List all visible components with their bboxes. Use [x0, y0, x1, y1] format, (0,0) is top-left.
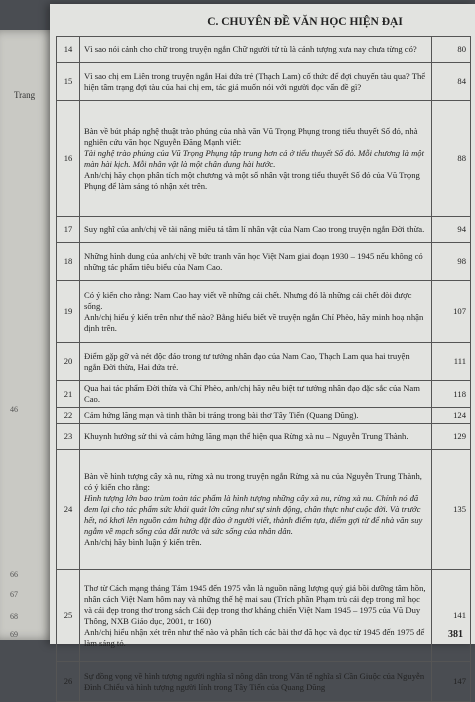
row-paragraph: Hình tượng lớn bao trùm toàn tác phẩm là hình tượng những cây xà nu, rừng xà nu. Chính nó đã đem lại cho tác phẩm sức khái quát lớn cũng như sự sinh động, chân thực như cuộc đời. Và trước hết, nó khơi lên nguồn cảm hứng đặt đào ở người viết, thành điểm tựa, điểm gợi từ để nhà văn suy ngẫm về mạch sống của đất nước và sức sống của nhân dân. — [84, 493, 423, 536]
row-paragraph: Anh/chị hãy bình luận ý kiến trên. — [84, 537, 202, 547]
table-row — [57, 281, 471, 343]
row-number: 18 — [57, 243, 80, 281]
row-content — [80, 101, 432, 217]
row-content — [80, 450, 432, 570]
left-page-number: 66 — [10, 570, 18, 579]
row-page-number: 124 — [432, 408, 471, 424]
row-number: 14 — [57, 37, 80, 63]
row-page-number: 141 — [432, 570, 471, 662]
row-number: 16 — [57, 101, 80, 217]
row-number: 22 — [57, 408, 80, 424]
table-row — [57, 450, 471, 570]
row-content — [80, 343, 432, 381]
row-paragraph: Qua hai tác phẩm Đời thừa và Chí Phèo, anh/chị hãy nêu biệt tư tưởng nhân đạo đặc sắc của Nam Cao. — [84, 383, 420, 404]
table-row — [57, 570, 471, 662]
row-number: 25 — [57, 570, 80, 662]
row-number: 20 — [57, 343, 80, 381]
row-paragraph: Thơ từ Cách mạng tháng Tám 1945 đến 1975 vẫn là nguồn năng lượng quý giá bồi dưỡng tâm hồn, nhân cách Việt Nam hôm nay và những thế hệ mai sau (Trích phần Phạm trù cái đẹp trong mĩ học và cái đẹp trong thơ trong sách Cái đẹp trong thơ kháng chiến Việt Nam 1945 – 1975 của Vũ Duy Thông, NXB Giáo dục, 2001, tr 160) — [84, 582, 426, 626]
table-row — [57, 217, 471, 243]
row-content — [80, 63, 432, 101]
table-row — [57, 662, 471, 702]
row-page-number: 129 — [432, 424, 471, 450]
row-page-number: 147 — [432, 662, 471, 702]
row-content — [80, 424, 432, 450]
row-paragraph: Tài nghệ trào phúng của Vũ Trọng Phụng tập trung hơn cả ở tiểu thuyết Số đỏ. Mỗi chương là một màn hài kịch. Mỗi nhân vật là một chân dung hài hước. — [84, 147, 424, 169]
row-paragraph: Vì sao chị em Liên trong truyện ngắn Hai đứa trẻ (Thạch Lam) cố thức để đợi chuyến tàu qua? Thể hiện tâm trạng đợi tàu của hai chị em, tác giả muốn nói với người đọc vấn đề gì? — [84, 70, 426, 92]
row-content — [80, 37, 432, 63]
row-number: 19 — [57, 281, 80, 343]
row-page-number: 84 — [432, 63, 471, 101]
row-paragraph: Bàn về bút pháp nghệ thuật trào phúng của nhà văn Vũ Trọng Phụng trong tiểu thuyết Số đỏ, nhà nghiên cứu văn học Nguyễn Đăng Mạnh viết: — [84, 125, 418, 147]
table-row — [57, 381, 471, 408]
table-row — [57, 424, 471, 450]
book-page — [50, 4, 475, 692]
row-number: 21 — [57, 381, 80, 408]
row-paragraph: Bàn về hình tượng cây xà nu, rừng xà nu trong truyện ngắn Rừng xà nu của Nguyễn Trung Thành, có ý kiến cho rằng: — [84, 471, 422, 492]
table-row — [57, 408, 471, 424]
page-number: 381 — [448, 629, 463, 640]
table-row — [57, 343, 471, 381]
row-content — [80, 243, 432, 281]
row-paragraph: Có ý kiến cho rằng: Nam Cao hay viết về những cái chết. Nhưng đó là những cái chết đòi được sống. — [84, 289, 412, 311]
section-header: C. CHUYÊN ĐỀ VĂN HỌC HIỆN ĐẠI — [207, 16, 403, 28]
row-paragraph: Khuynh hướng sử thi và cảm hứng lãng mạn thể hiện qua Rừng xà nu – Nguyễn Trung Thành. — [84, 431, 409, 441]
row-page-number: 80 — [432, 37, 471, 63]
row-paragraph: Điểm gặp gỡ và nét độc đáo trong tư tưởng nhân đạo của Nam Cao, Thạch Lam qua hai truyện ngắn Đời thừa, Hai đứa trẻ. — [84, 350, 410, 372]
row-paragraph: Những hình dung của anh/chị về bức tranh văn học Việt Nam giai đoạn 1930 – 1945 nếu không có những tác phẩm tiêu biểu của Nam Cao. — [84, 250, 423, 272]
row-page-number: 98 — [432, 243, 471, 281]
left-page-column-header: Trang — [14, 90, 36, 100]
row-content — [80, 662, 432, 702]
row-page-number: 88 — [432, 101, 471, 217]
row-paragraph: Vì sao nói cảnh cho chữ trong truyện ngắn Chữ người tử tù là cảnh tượng xưa nay chưa từng có? — [84, 44, 417, 54]
row-number: 26 — [57, 662, 80, 702]
row-number: 17 — [57, 217, 80, 243]
row-paragraph: Cảm hứng lãng mạn và tinh thần bi tráng trong bài thơ Tây Tiến (Quang Dũng). — [84, 410, 359, 420]
table-row — [57, 63, 471, 101]
table-of-contents — [56, 36, 471, 702]
row-page-number: 94 — [432, 217, 471, 243]
row-page-number: 135 — [432, 450, 471, 570]
row-paragraph: Anh/chị hiểu ý kiến trên như thế nào? Bằng hiểu biết về truyện ngắn Chí Phèo, hãy minh hoạ nhận định trên. — [84, 311, 424, 333]
row-content — [80, 570, 432, 662]
row-number: 15 — [57, 63, 80, 101]
row-content — [80, 217, 432, 243]
left-page-number: 69 — [10, 630, 18, 639]
row-content — [80, 381, 432, 408]
row-page-number: 118 — [432, 381, 471, 408]
row-content — [80, 408, 432, 424]
row-number: 24 — [57, 450, 80, 570]
table-row — [57, 243, 471, 281]
row-paragraph: Suy nghĩ của anh/chị về tài năng miêu tả tâm lí nhân vật của Nam Cao trong truyện ngắn Đời thừa. — [84, 224, 425, 234]
row-paragraph: Anh/chị hãy chọn phân tích một chương và một số nhân vật trong tiểu thuyết Số đỏ của Vũ Trọng Phụng để làm sáng tỏ nhận xét trên. — [84, 169, 420, 191]
row-number: 23 — [57, 424, 80, 450]
toc-body — [57, 37, 471, 702]
row-paragraph: Sự đồng vọng về hình tượng người nghĩa sĩ nông dân trong Văn tế nghĩa sĩ Cần Giuộc của Nguyễn Đình Chiểu và hình tượng người lính trong Tây Tiến của Quang Dũng — [84, 670, 425, 692]
row-content — [80, 281, 432, 343]
table-row — [57, 101, 471, 217]
left-page-number: 68 — [10, 612, 18, 621]
left-page-number: 46 — [10, 405, 18, 414]
row-paragraph: Anh/chị hiểu nhận xét trên như thế nào và phân tích các bài thơ đã học và đọc từ 1945 đến 1975 để làm sáng tỏ. — [84, 626, 425, 648]
table-row — [57, 37, 471, 63]
row-page-number: 111 — [432, 343, 471, 381]
row-page-number: 107 — [432, 281, 471, 343]
left-page-number: 67 — [10, 590, 18, 599]
